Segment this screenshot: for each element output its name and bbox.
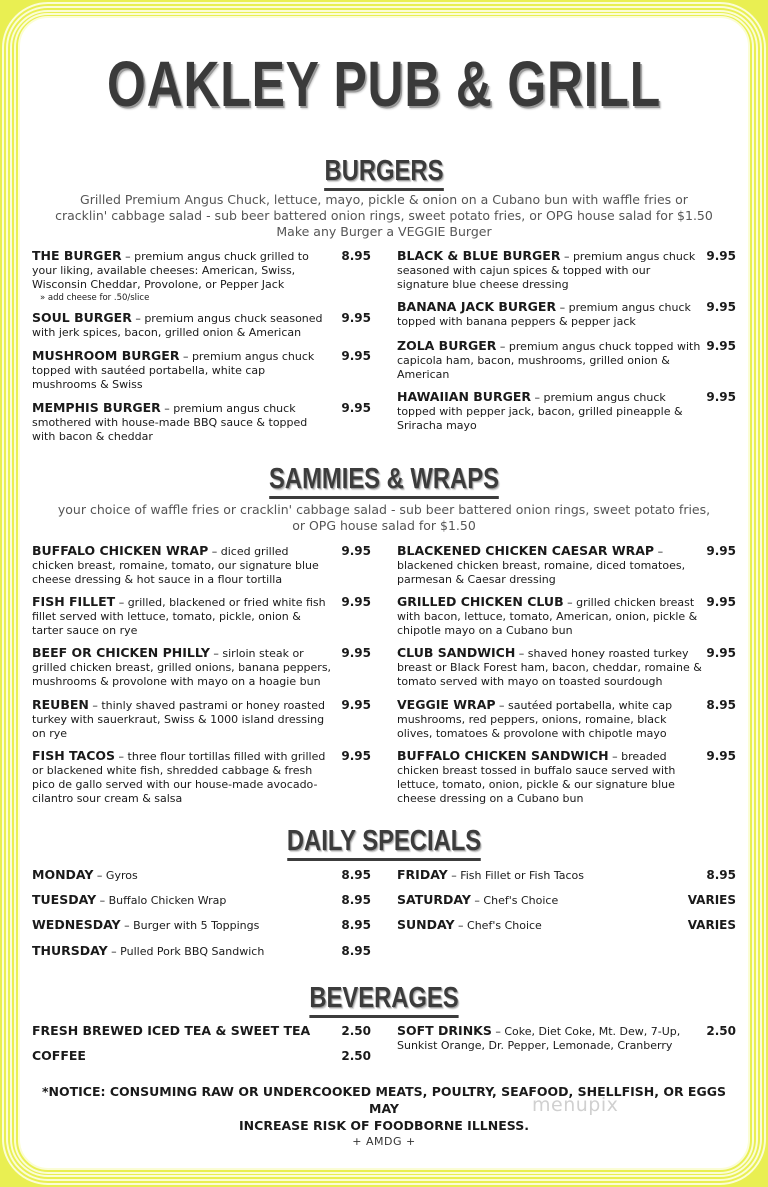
item-price: 9.95 bbox=[706, 749, 736, 763]
text-line: INCREASE RISK OF FOODBORNE ILLNESS. bbox=[239, 1118, 529, 1133]
item-description: – Pulled Pork BBQ Sandwich bbox=[107, 945, 265, 958]
item-price: 9.95 bbox=[341, 698, 371, 712]
watermark: menupix bbox=[532, 1094, 619, 1116]
item-name: REUBEN bbox=[32, 697, 89, 712]
heading-text: BEVERAGES bbox=[309, 982, 458, 1018]
item-description: – premium angus chuck seasoned with jerk spices, bacon, grilled onion & American bbox=[32, 312, 323, 339]
item-description: – thinly shaved pastrami or honey roasted turkey with sauerkraut, Swiss & 1000 island dressing on rye bbox=[32, 699, 325, 740]
item-price: 9.95 bbox=[706, 595, 736, 609]
item-description: – Coke, Diet Coke, Mt. Dew, 7-Up, Sunkist Orange, Dr. Pepper, Lemonade, Cranberry bbox=[397, 1025, 681, 1052]
item-name: FRIDAY bbox=[397, 867, 448, 882]
item-description: – grilled chicken breast with bacon, lettuce, tomato, American, onion, pickle & chipotle mayo on a Cubano bun bbox=[397, 596, 698, 637]
item-description: – Fish Fillet or Fish Tacos bbox=[447, 869, 584, 882]
item-price: 8.95 bbox=[341, 868, 371, 882]
item-description: – shaved honey roasted turkey breast or Black Forest ham, bacon, cheddar, romaine & tomato served with mayo on toasted sourdough bbox=[397, 647, 702, 688]
text-line: *NOTICE: CONSUMING RAW OR UNDERCOOKED MEATS, POULTRY, SEAFOOD, SHELLFISH, OR EGGS MAY bbox=[42, 1084, 726, 1116]
menu-item bbox=[397, 595, 702, 638]
item-description: – premium angus chuck seasoned with cajun spices & topped with our signature blue cheese dressing bbox=[397, 250, 696, 291]
text-line: or OPG house salad for $1.50 bbox=[292, 518, 476, 533]
item-name: MONDAY bbox=[32, 867, 94, 882]
item-price: 2.50 bbox=[341, 1024, 371, 1038]
section-heading-specials bbox=[69, 827, 699, 856]
item-name: BUFFALO CHICKEN WRAP bbox=[32, 543, 209, 558]
menu-item bbox=[32, 646, 332, 689]
menu-item bbox=[397, 544, 702, 587]
section-heading-sammies bbox=[69, 465, 699, 494]
menu-item bbox=[397, 249, 702, 292]
item-description: – premium angus chuck grilled to your liking, available cheeses: American, Swiss, Wisconsin Cheddar, Provolone, or Pepper Jack bbox=[32, 250, 309, 291]
item-name: THE BURGER bbox=[32, 248, 122, 263]
item-description: – Burger with 5 Toppings bbox=[120, 919, 260, 932]
item-name: FISH TACOS bbox=[32, 748, 116, 763]
item-description: – sirloin steak or grilled chicken breast, grilled onions, banana peppers, mushrooms & provolone with mayo on a hoagie bun bbox=[32, 647, 332, 688]
heading-text: SAMMIES & WRAPS bbox=[269, 463, 499, 499]
menu-item bbox=[32, 918, 332, 933]
item-description: – Chef's Choice bbox=[454, 919, 542, 932]
item-name: BLACK & BLUE BURGER bbox=[397, 248, 561, 263]
item-price: 9.95 bbox=[706, 249, 736, 263]
text-line: cracklin' cabbage salad - sub beer battered onion rings, sweet potato fries, or OPG house salad for $1.50 bbox=[55, 208, 713, 223]
heading-text: BURGERS bbox=[325, 155, 444, 191]
item-price: 8.95 bbox=[706, 868, 736, 882]
menu-item bbox=[32, 349, 332, 392]
item-name: SOFT DRINKS bbox=[397, 1023, 492, 1038]
item-name: CLUB SANDWICH bbox=[397, 645, 516, 660]
item-name: BLACKENED CHICKEN CAESAR WRAP bbox=[397, 543, 655, 558]
sammies-intro bbox=[40, 502, 728, 534]
item-price: 2.50 bbox=[341, 1049, 371, 1063]
item-name: COFFEE bbox=[32, 1048, 86, 1063]
item-price: 9.95 bbox=[341, 349, 371, 363]
item-name: BEEF OR CHICKEN PHILLY bbox=[32, 645, 210, 660]
item-price: 8.95 bbox=[706, 698, 736, 712]
menu-item bbox=[32, 544, 332, 587]
menu-item bbox=[32, 311, 332, 340]
item-description: – breaded chicken breast tossed in buffalo sauce served with lettuce, tomato, onion, pickle & our signature blue cheese dressing on a Cubano bun bbox=[397, 750, 676, 805]
menu-item bbox=[32, 249, 332, 304]
menu-item bbox=[32, 868, 332, 883]
item-name: WEDNESDAY bbox=[32, 917, 121, 932]
item-note: » add cheese for .50/slice bbox=[40, 293, 150, 303]
item-description: – premium angus chuck topped with capicola ham, bacon, mushrooms, grilled onion & American bbox=[397, 340, 701, 381]
item-price: 9.95 bbox=[341, 311, 371, 325]
menu-item bbox=[397, 893, 697, 908]
item-price: 9.95 bbox=[706, 390, 736, 404]
menu-item bbox=[32, 1049, 332, 1064]
menu-item bbox=[397, 1024, 697, 1053]
item-price: 8.95 bbox=[341, 918, 371, 932]
item-name: FRESH BREWED ICED TEA & SWEET TEA bbox=[32, 1023, 311, 1038]
item-price: 9.95 bbox=[706, 544, 736, 558]
item-price: VARIES bbox=[687, 893, 736, 907]
item-description: – Chef's Choice bbox=[470, 894, 559, 907]
menu-item bbox=[397, 918, 697, 933]
item-description: – premium angus chuck topped with banana peppers & pepper jack bbox=[397, 301, 691, 328]
menu-item bbox=[397, 300, 702, 329]
menu-item bbox=[32, 944, 332, 959]
section-heading-burgers bbox=[69, 157, 699, 186]
item-price: 9.95 bbox=[341, 749, 371, 763]
menu-item bbox=[397, 339, 702, 382]
item-name: HAWAIIAN BURGER bbox=[397, 389, 531, 404]
item-name: SUNDAY bbox=[397, 917, 455, 932]
text-line: your choice of waffle fries or cracklin' cabbage salad - sub beer battered onion rings, sweet potato fries, bbox=[57, 502, 711, 517]
footer-text: + AMDG + bbox=[352, 1135, 416, 1148]
item-name: BANANA JACK BURGER bbox=[397, 299, 557, 314]
menu-item bbox=[32, 595, 332, 638]
item-price: 8.95 bbox=[341, 893, 371, 907]
item-description: – premium angus chuck topped with pepper jack, bacon, grilled pineapple & Sriracha mayo bbox=[397, 391, 683, 432]
item-price: 9.95 bbox=[706, 339, 736, 353]
item-name: GRILLED CHICKEN CLUB bbox=[397, 594, 564, 609]
item-price: 8.95 bbox=[341, 944, 371, 958]
item-price: VARIES bbox=[687, 918, 736, 932]
item-name: THURSDAY bbox=[32, 943, 108, 958]
item-name: VEGGIE WRAP bbox=[397, 697, 496, 712]
item-name: FISH FILLET bbox=[32, 594, 116, 609]
text-line: Grilled Premium Angus Chuck, lettuce, mayo, pickle & onion on a Cubano bun with waffle fries or bbox=[80, 192, 688, 207]
menu-item bbox=[32, 698, 332, 741]
item-name: MEMPHIS BURGER bbox=[32, 400, 161, 415]
menu-item bbox=[32, 401, 332, 444]
item-price: 9.95 bbox=[706, 300, 736, 314]
restaurant-title: OAKLEY PUB & GRILL bbox=[107, 48, 661, 120]
burgers-intro bbox=[40, 192, 728, 240]
menu-item bbox=[397, 698, 702, 741]
item-description: – grilled, blackened or fried white fish fillet served with lettuce, tomato, pickle, onion & tarter sauce on rye bbox=[32, 596, 326, 637]
item-name: TUESDAY bbox=[32, 892, 97, 907]
menu-item bbox=[397, 646, 702, 689]
section-heading-beverages bbox=[69, 984, 699, 1013]
item-price: 9.95 bbox=[341, 646, 371, 660]
item-description: – three flour tortillas filled with grilled or blackened white fish, shredded cabbage & fresh pico de gallo served with our house-made avocado-cilantro sour cream & salsa bbox=[32, 750, 326, 805]
item-name: BUFFALO CHICKEN SANDWICH bbox=[397, 748, 609, 763]
item-name: ZOLA BURGER bbox=[397, 338, 497, 353]
menu-item bbox=[32, 749, 332, 806]
item-name: SATURDAY bbox=[397, 892, 471, 907]
item-price: 9.95 bbox=[341, 544, 371, 558]
menu-item bbox=[32, 1024, 332, 1039]
item-description: – sautéed portabella, white cap mushrooms, red peppers, onions, romaine, black olives, tomatoes & provolone with chipotle mayo bbox=[397, 699, 673, 740]
menu-item bbox=[397, 749, 702, 806]
item-price: 8.95 bbox=[341, 249, 371, 263]
menu-item bbox=[397, 868, 697, 883]
text-line: Make any Burger a VEGGIE Burger bbox=[276, 224, 492, 239]
item-description: – premium angus chuck topped with sautéed portabella, white cap mushrooms & Swiss bbox=[32, 350, 315, 391]
item-price: 9.95 bbox=[341, 595, 371, 609]
heading-text: DAILY SPECIALS bbox=[287, 825, 481, 861]
item-description: – premium angus chuck smothered with house-made BBQ sauce & topped with bacon & cheddar bbox=[32, 402, 308, 443]
item-price: 9.95 bbox=[706, 646, 736, 660]
item-price: 2.50 bbox=[706, 1024, 736, 1038]
item-name: SOUL BURGER bbox=[32, 310, 132, 325]
item-description: – blackened chicken breast, romaine, diced tomatoes, parmesan & Caesar dressing bbox=[397, 545, 686, 586]
food-safety-notice bbox=[40, 1083, 728, 1134]
item-description: – Gyros bbox=[93, 869, 138, 882]
item-description: – diced grilled chicken breast, romaine, tomato, our signature blue cheese dressing & hot sauce in a flour tortilla bbox=[32, 545, 319, 586]
menu-item bbox=[397, 390, 702, 433]
item-description: – Buffalo Chicken Wrap bbox=[96, 894, 227, 907]
item-name: MUSHROOM BURGER bbox=[32, 348, 180, 363]
menu-item bbox=[32, 893, 332, 908]
item-price: 9.95 bbox=[341, 401, 371, 415]
